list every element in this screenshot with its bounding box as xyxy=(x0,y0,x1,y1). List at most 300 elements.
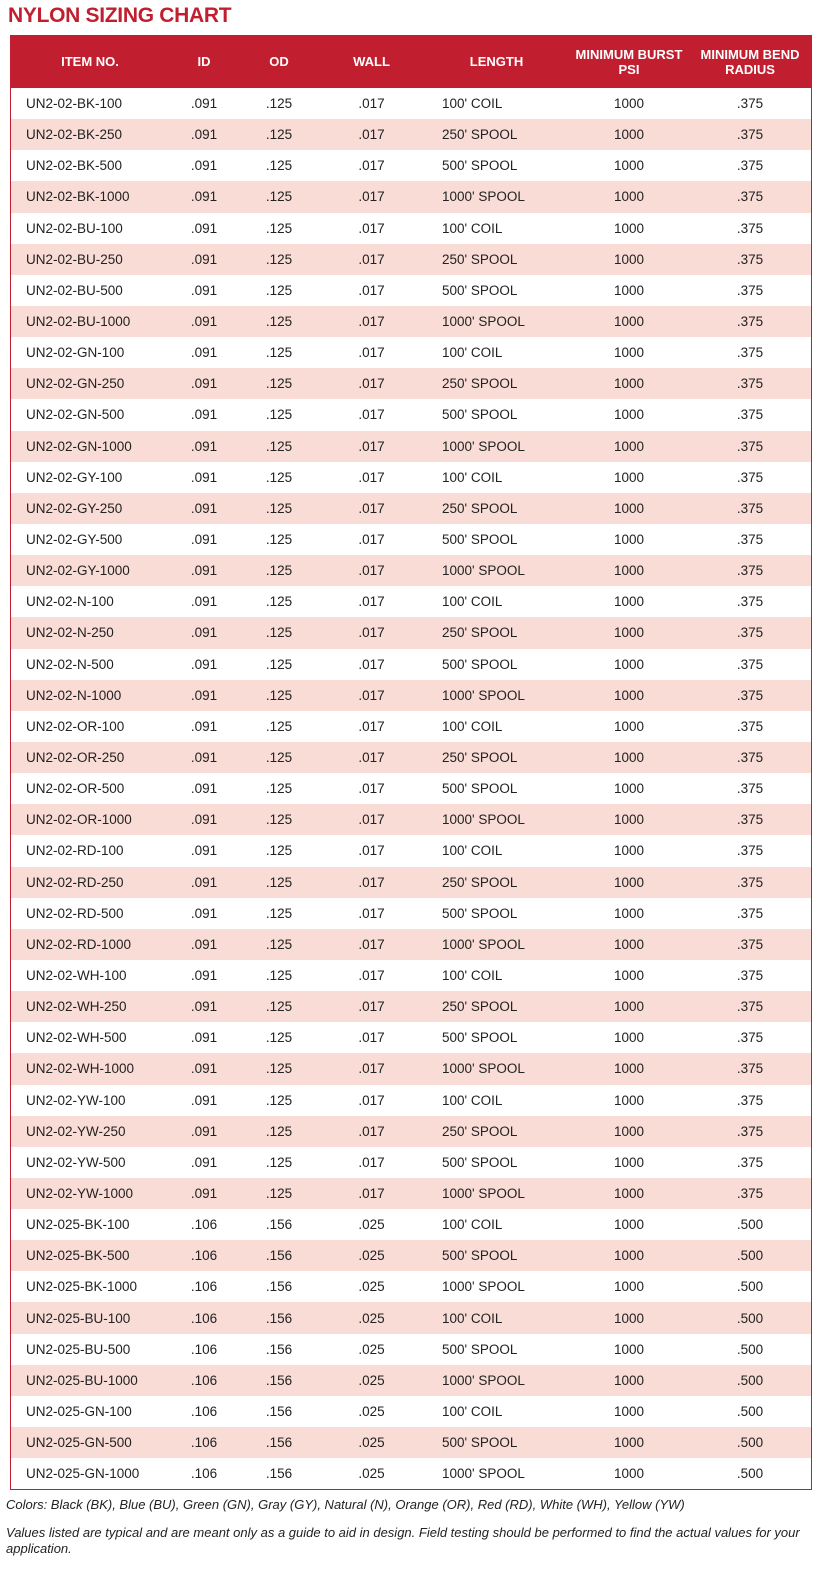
cell-bend-radius: .375 xyxy=(736,1092,764,1108)
cell-od: .125 xyxy=(265,718,293,734)
table-row xyxy=(11,835,811,866)
table-row xyxy=(11,1458,811,1489)
cell-id: .091 xyxy=(190,750,218,766)
table-row xyxy=(11,1427,811,1458)
cell-od: .156 xyxy=(265,1279,293,1295)
cell-bend-radius: .500 xyxy=(736,1435,764,1451)
cell-wall: .017 xyxy=(358,656,385,672)
cell-item-no: UN2-02-YW-100 xyxy=(26,1092,126,1108)
cell-wall: .017 xyxy=(358,874,385,890)
cell-burst-psi: 1000 xyxy=(613,936,645,952)
cell-burst-psi: 1000 xyxy=(613,500,645,516)
cell-id: .106 xyxy=(190,1217,218,1233)
cell-item-no: UN2-02-GY-500 xyxy=(26,532,123,548)
cell-item-no: UN2-02-OR-100 xyxy=(26,718,125,734)
cell-id: .091 xyxy=(190,189,218,205)
cell-id: .091 xyxy=(190,407,218,423)
cell-burst-psi: 1000 xyxy=(613,781,645,797)
table-row xyxy=(11,275,811,306)
cell-item-no: UN2-02-BU-100 xyxy=(26,220,123,236)
cell-bend-radius: .375 xyxy=(736,936,764,952)
table-row xyxy=(11,804,811,835)
table-row xyxy=(11,555,811,586)
cell-wall: .017 xyxy=(358,314,385,330)
cell-length: 1000' SPOOL xyxy=(442,936,525,952)
cell-length: 500' SPOOL xyxy=(442,656,518,672)
cell-wall: .017 xyxy=(358,750,385,766)
cell-od: .125 xyxy=(265,469,293,485)
table-row xyxy=(11,649,811,680)
table-row xyxy=(11,1053,811,1084)
cell-length: 250' SPOOL xyxy=(442,251,518,267)
cell-wall: .017 xyxy=(358,469,385,485)
table-row xyxy=(11,898,811,929)
cell-id: .106 xyxy=(190,1435,218,1451)
cell-od: .125 xyxy=(265,376,293,392)
cell-item-no: UN2-025-BK-1000 xyxy=(26,1279,138,1295)
cell-od: .125 xyxy=(265,438,293,454)
cell-od: .125 xyxy=(265,500,293,516)
cell-burst-psi: 1000 xyxy=(613,1030,645,1046)
cell-bend-radius: .500 xyxy=(736,1310,764,1326)
cell-item-no: UN2-025-BK-100 xyxy=(26,1217,130,1233)
cell-id: .091 xyxy=(190,96,218,112)
cell-bend-radius: .375 xyxy=(736,189,764,205)
cell-length: 250' SPOOL xyxy=(442,625,518,641)
cell-id: .091 xyxy=(190,438,218,454)
cell-burst-psi: 1000 xyxy=(613,812,645,828)
cell-od: .125 xyxy=(265,656,293,672)
cell-length: 1000' SPOOL xyxy=(442,1279,525,1295)
table-row xyxy=(11,431,811,462)
table-row xyxy=(11,1022,811,1053)
cell-id: .091 xyxy=(190,158,218,174)
cell-id: .091 xyxy=(190,563,218,579)
cell-id: .091 xyxy=(190,687,218,703)
cell-length: 1000' SPOOL xyxy=(442,1061,525,1077)
cell-item-no: UN2-02-YW-1000 xyxy=(26,1185,134,1201)
cell-bend-radius: .375 xyxy=(736,500,764,516)
cell-length: 1000' SPOOL xyxy=(442,563,525,579)
table-row xyxy=(11,244,811,275)
cell-wall: .017 xyxy=(358,968,385,983)
cell-item-no: UN2-02-RD-1000 xyxy=(26,936,132,952)
cell-item-no: UN2-02-GY-1000 xyxy=(26,563,130,579)
cell-length: 100' COIL xyxy=(442,843,503,859)
cell-burst-psi: 1000 xyxy=(613,905,645,921)
cell-bend-radius: .375 xyxy=(736,532,764,548)
cell-wall: .017 xyxy=(358,625,385,641)
cell-burst-psi: 1000 xyxy=(613,220,645,236)
cell-item-no: UN2-02-BK-250 xyxy=(26,127,123,143)
cell-item-no: UN2-025-BU-500 xyxy=(26,1341,131,1357)
cell-wall: .017 xyxy=(358,500,385,516)
cell-item-no: UN2-025-GN-500 xyxy=(26,1435,132,1451)
cell-bend-radius: .375 xyxy=(736,220,764,236)
table-header xyxy=(11,35,811,88)
cell-id: .091 xyxy=(190,282,218,298)
cell-bend-radius: .375 xyxy=(736,282,764,298)
cell-od: .125 xyxy=(265,282,293,298)
cell-wall: .017 xyxy=(358,282,385,298)
cell-length: 100' COIL xyxy=(442,220,503,236)
cell-od: .125 xyxy=(265,1030,293,1046)
cell-length: 500' SPOOL xyxy=(442,282,518,298)
cell-length: 250' SPOOL xyxy=(442,127,518,143)
cell-bend-radius: .375 xyxy=(736,96,764,112)
table-row xyxy=(11,991,811,1022)
cell-item-no: UN2-02-GN-1000 xyxy=(26,438,132,454)
cell-item-no: UN2-02-N-250 xyxy=(26,625,114,641)
cell-id: .091 xyxy=(190,843,218,859)
cell-id: .091 xyxy=(190,594,218,610)
cell-item-no: UN2-02-OR-250 xyxy=(26,750,125,766)
cell-item-no: UN2-02-OR-500 xyxy=(26,781,125,797)
cell-bend-radius: .500 xyxy=(736,1341,764,1357)
table-row xyxy=(11,1085,811,1116)
cell-bend-radius: .375 xyxy=(736,376,764,392)
cell-od: .125 xyxy=(265,843,293,859)
cell-bend-radius: .375 xyxy=(736,812,764,828)
cell-id: .091 xyxy=(190,345,218,361)
cell-od: .125 xyxy=(265,812,293,828)
table-row xyxy=(11,368,811,399)
cell-wall: .025 xyxy=(358,1466,385,1482)
cell-burst-psi: 1000 xyxy=(613,718,645,734)
cell-od: .125 xyxy=(265,781,293,797)
cell-item-no: UN2-02-GN-100 xyxy=(26,345,125,361)
table-row xyxy=(11,1240,811,1271)
table-row xyxy=(11,1334,811,1365)
cell-od: .125 xyxy=(265,127,293,143)
cell-id: .106 xyxy=(190,1341,218,1357)
cell-id: .091 xyxy=(190,874,218,890)
page-title: NYLON SIZING CHART xyxy=(8,4,232,27)
cell-burst-psi: 1000 xyxy=(613,999,645,1015)
cell-length: 250' SPOOL xyxy=(442,874,518,890)
table-row xyxy=(11,586,811,617)
cell-length: 250' SPOOL xyxy=(442,999,518,1015)
cell-burst-psi: 1000 xyxy=(613,1466,645,1482)
cell-item-no: UN2-025-GN-100 xyxy=(26,1403,132,1419)
cell-wall: .017 xyxy=(358,345,385,361)
table-row xyxy=(11,711,811,742)
cell-item-no: UN2-02-YW-500 xyxy=(26,1154,126,1170)
cell-length: 250' SPOOL xyxy=(442,376,518,392)
cell-burst-psi: 1000 xyxy=(613,532,645,548)
cell-wall: .017 xyxy=(358,127,385,143)
table-row xyxy=(11,150,811,181)
cell-bend-radius: .375 xyxy=(736,968,764,983)
cell-burst-psi: 1000 xyxy=(613,874,645,890)
cell-od: .125 xyxy=(265,96,293,112)
cell-burst-psi: 1000 xyxy=(613,594,645,610)
table-row xyxy=(11,742,811,773)
cell-item-no: UN2-02-WH-1000 xyxy=(26,1061,135,1077)
cell-od: .125 xyxy=(265,314,293,330)
cell-item-no: UN2-02-BK-100 xyxy=(26,96,123,112)
cell-od: .125 xyxy=(265,936,293,952)
cell-od: .125 xyxy=(265,1123,293,1139)
cell-burst-psi: 1000 xyxy=(613,407,645,423)
cell-wall: .025 xyxy=(358,1435,385,1451)
cell-wall: .017 xyxy=(358,220,385,236)
cell-od: .156 xyxy=(265,1403,293,1419)
cell-id: .091 xyxy=(190,812,218,828)
cell-burst-psi: 1000 xyxy=(613,1092,645,1108)
cell-burst-psi: 1000 xyxy=(613,1061,645,1077)
cell-item-no: UN2-025-BU-1000 xyxy=(26,1372,138,1388)
table-row xyxy=(11,1178,811,1209)
cell-item-no: UN2-02-BU-500 xyxy=(26,282,123,298)
table-row xyxy=(11,1147,811,1178)
cell-burst-psi: 1000 xyxy=(613,1403,645,1419)
cell-wall: .017 xyxy=(358,189,385,205)
cell-id: .106 xyxy=(190,1310,218,1326)
cell-length: 1000' SPOOL xyxy=(442,1372,525,1388)
cell-wall: .017 xyxy=(358,158,385,174)
cell-burst-psi: 1000 xyxy=(613,968,645,983)
table-row xyxy=(11,181,811,212)
cell-burst-psi: 1000 xyxy=(613,1123,645,1139)
cell-id: .091 xyxy=(190,905,218,921)
cell-od: .156 xyxy=(265,1310,293,1326)
cell-item-no: UN2-02-YW-250 xyxy=(26,1123,126,1139)
table-row xyxy=(11,213,811,244)
cell-bend-radius: .375 xyxy=(736,999,764,1015)
cell-wall: .017 xyxy=(358,1030,385,1046)
cell-id: .091 xyxy=(190,999,218,1015)
cell-length: 100' COIL xyxy=(442,594,503,610)
cell-id: .091 xyxy=(190,1123,218,1139)
cell-id: .091 xyxy=(190,1030,218,1046)
cell-od: .125 xyxy=(265,999,293,1015)
cell-od: .156 xyxy=(265,1435,293,1451)
cell-bend-radius: .500 xyxy=(736,1279,764,1295)
cell-od: .125 xyxy=(265,189,293,205)
table-row xyxy=(11,1365,811,1396)
table-row xyxy=(11,119,811,150)
cell-burst-psi: 1000 xyxy=(613,127,645,143)
cell-od: .125 xyxy=(265,220,293,236)
header-bend-radius: MINIMUM BEND RADIUS xyxy=(700,46,800,77)
table-row xyxy=(11,960,811,991)
cell-od: .125 xyxy=(265,532,293,548)
cell-length: 100' COIL xyxy=(442,469,503,485)
cell-burst-psi: 1000 xyxy=(613,189,645,205)
cell-item-no: UN2-02-N-100 xyxy=(26,594,114,610)
cell-bend-radius: .500 xyxy=(736,1217,764,1233)
cell-id: .091 xyxy=(190,469,218,485)
table-row xyxy=(11,399,811,430)
cell-id: .091 xyxy=(190,251,218,267)
cell-burst-psi: 1000 xyxy=(613,656,645,672)
cell-bend-radius: .375 xyxy=(736,1154,764,1170)
cell-burst-psi: 1000 xyxy=(613,1310,645,1326)
cell-length: 500' SPOOL xyxy=(442,905,518,921)
cell-item-no: UN2-02-GY-250 xyxy=(26,500,123,516)
cell-item-no: UN2-02-GN-500 xyxy=(26,407,125,423)
cell-od: .125 xyxy=(265,345,293,361)
cell-id: .106 xyxy=(190,1466,218,1482)
cell-bend-radius: .500 xyxy=(736,1372,764,1388)
cell-length: 500' SPOOL xyxy=(442,158,518,174)
table-row xyxy=(11,773,811,804)
cell-od: .125 xyxy=(265,251,293,267)
cell-wall: .017 xyxy=(358,781,385,797)
cell-id: .091 xyxy=(190,936,218,952)
cell-item-no: UN2-02-RD-250 xyxy=(26,874,124,890)
cell-wall: .017 xyxy=(358,1123,385,1139)
cell-od: .125 xyxy=(265,1061,293,1077)
cell-length: 500' SPOOL xyxy=(442,781,518,797)
header-burst-psi: MINIMUM BURST PSI xyxy=(575,46,683,77)
cell-item-no: UN2-02-RD-500 xyxy=(26,905,124,921)
cell-wall: .025 xyxy=(358,1217,385,1233)
table-row xyxy=(11,680,811,711)
cell-item-no: UN2-025-BU-100 xyxy=(26,1310,131,1326)
table-row xyxy=(11,1271,811,1302)
cell-burst-psi: 1000 xyxy=(613,314,645,330)
cell-bend-radius: .375 xyxy=(736,1061,764,1077)
cell-id: .091 xyxy=(190,314,218,330)
cell-burst-psi: 1000 xyxy=(613,1248,645,1264)
cell-bend-radius: .375 xyxy=(736,874,764,890)
cell-burst-psi: 1000 xyxy=(613,251,645,267)
table-row xyxy=(11,867,811,898)
cell-length: 100' COIL xyxy=(442,718,503,734)
cell-wall: .017 xyxy=(358,812,385,828)
cell-wall: .017 xyxy=(358,532,385,548)
colors-note: Colors: Black (BK), Blue (BU), Green (GN), Gray (GY), Natural (N), Orange (OR), Red (RD), White (WH), Yellow (YW) xyxy=(6,1497,685,1512)
cell-od: .125 xyxy=(265,158,293,174)
header-od: OD xyxy=(269,54,289,69)
cell-wall: .025 xyxy=(358,1248,385,1264)
cell-bend-radius: .375 xyxy=(736,158,764,174)
cell-wall: .025 xyxy=(358,1403,385,1419)
cell-id: .091 xyxy=(190,968,218,983)
cell-length: 1000' SPOOL xyxy=(442,812,525,828)
cell-od: .156 xyxy=(265,1217,293,1233)
cell-od: .125 xyxy=(265,563,293,579)
table-row xyxy=(11,929,811,960)
cell-wall: .017 xyxy=(358,594,385,610)
cell-od: .125 xyxy=(265,594,293,610)
cell-od: .125 xyxy=(265,687,293,703)
table-row xyxy=(11,617,811,648)
cell-item-no: UN2-02-OR-1000 xyxy=(26,812,132,828)
cell-length: 1000' SPOOL xyxy=(442,438,525,454)
table-row xyxy=(11,1116,811,1147)
cell-bend-radius: .375 xyxy=(736,687,764,703)
cell-wall: .017 xyxy=(358,438,385,454)
cell-bend-radius: .375 xyxy=(736,407,764,423)
cell-burst-psi: 1000 xyxy=(613,96,645,112)
cell-item-no: UN2-02-N-1000 xyxy=(26,687,122,703)
cell-wall: .017 xyxy=(358,1092,385,1108)
cell-burst-psi: 1000 xyxy=(613,1185,645,1201)
header-wall: WALL xyxy=(353,54,390,69)
cell-item-no: UN2-02-WH-100 xyxy=(26,968,127,983)
cell-bend-radius: .375 xyxy=(736,438,764,454)
cell-wall: .017 xyxy=(358,563,385,579)
cell-length: 100' COIL xyxy=(442,96,503,112)
cell-burst-psi: 1000 xyxy=(613,563,645,579)
cell-item-no: UN2-02-BK-500 xyxy=(26,158,123,174)
cell-length: 100' COIL xyxy=(442,1092,503,1108)
cell-item-no: UN2-02-GY-100 xyxy=(26,469,123,485)
cell-bend-radius: .500 xyxy=(736,1248,764,1264)
cell-length: 1000' SPOOL xyxy=(442,314,525,330)
cell-wall: .025 xyxy=(358,1310,385,1326)
cell-wall: .017 xyxy=(358,999,385,1015)
table-row xyxy=(11,1302,811,1333)
cell-wall: .017 xyxy=(358,1061,385,1077)
disclaimer: Values listed are typical and are meant only as a guide to aid in design. Field testing should be performed to find the actual values for your application. xyxy=(6,1525,800,1556)
cell-bend-radius: .375 xyxy=(736,625,764,641)
cell-length: 500' SPOOL xyxy=(442,532,518,548)
cell-burst-psi: 1000 xyxy=(613,345,645,361)
cell-burst-psi: 1000 xyxy=(613,469,645,485)
cell-id: .091 xyxy=(190,1185,218,1201)
cell-item-no: UN2-02-WH-250 xyxy=(26,999,127,1015)
header-id: ID xyxy=(197,54,211,69)
cell-wall: .025 xyxy=(358,1279,385,1295)
cell-length: 1000' SPOOL xyxy=(442,687,525,703)
cell-burst-psi: 1000 xyxy=(613,1341,645,1357)
cell-item-no: UN2-02-BU-1000 xyxy=(26,314,131,330)
cell-od: .125 xyxy=(265,407,293,423)
cell-bend-radius: .375 xyxy=(736,843,764,859)
cell-bend-radius: .375 xyxy=(736,750,764,766)
cell-od: .125 xyxy=(265,1154,293,1170)
cell-id: .091 xyxy=(190,376,218,392)
cell-bend-radius: .375 xyxy=(736,905,764,921)
cell-burst-psi: 1000 xyxy=(613,843,645,859)
cell-length: 500' SPOOL xyxy=(442,1341,518,1357)
cell-length: 100' COIL xyxy=(442,1403,503,1419)
cell-od: .125 xyxy=(265,905,293,921)
cell-wall: .017 xyxy=(358,687,385,703)
cell-id: .091 xyxy=(190,220,218,236)
cell-length: 100' COIL xyxy=(442,968,503,983)
cell-wall: .017 xyxy=(358,1185,385,1201)
cell-od: .125 xyxy=(265,968,293,983)
cell-wall: .017 xyxy=(358,251,385,267)
cell-id: .091 xyxy=(190,718,218,734)
cell-id: .091 xyxy=(190,656,218,672)
cell-id: .091 xyxy=(190,532,218,548)
table-row xyxy=(11,337,811,368)
cell-od: .156 xyxy=(265,1466,293,1482)
cell-burst-psi: 1000 xyxy=(613,158,645,174)
table-row xyxy=(11,493,811,524)
cell-burst-psi: 1000 xyxy=(613,438,645,454)
cell-burst-psi: 1000 xyxy=(613,1154,645,1170)
table-row xyxy=(11,462,811,493)
cell-length: 1000' SPOOL xyxy=(442,189,525,205)
cell-wall: .017 xyxy=(358,96,385,112)
cell-id: .106 xyxy=(190,1403,218,1419)
cell-burst-psi: 1000 xyxy=(613,1279,645,1295)
cell-id: .091 xyxy=(190,500,218,516)
cell-bend-radius: .375 xyxy=(736,345,764,361)
cell-od: .125 xyxy=(265,1185,293,1201)
cell-length: 100' COIL xyxy=(442,1310,503,1326)
cell-bend-radius: .500 xyxy=(736,1403,764,1419)
cell-burst-psi: 1000 xyxy=(613,1435,645,1451)
table-row xyxy=(11,524,811,555)
